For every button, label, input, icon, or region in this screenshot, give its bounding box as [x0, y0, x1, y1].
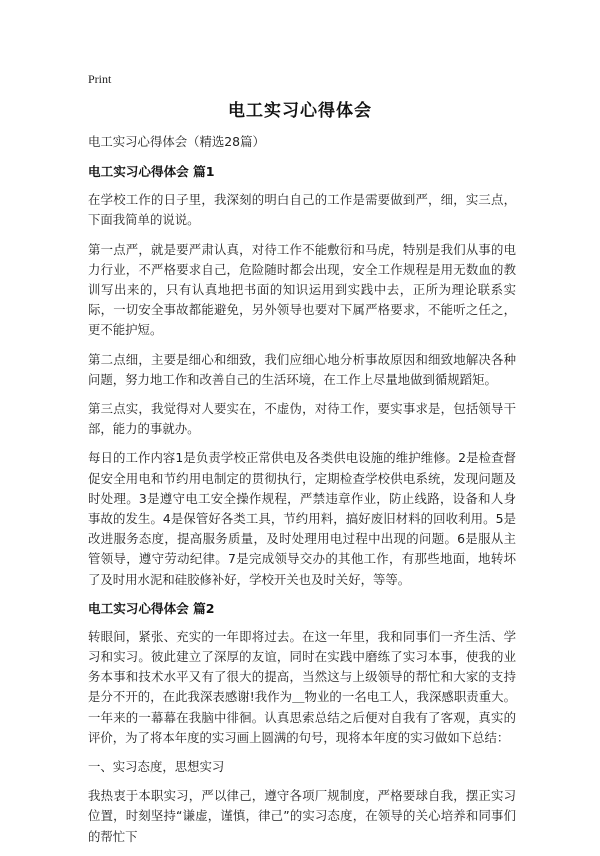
paragraph: 第一点严，就是要严肃认真，对待工作不能敷衍和马虎，特别是我们从事的电力行业，不严格要求自己，危险随时都会出现，安全工作规程是用无数血的教训写出来的，只有认真地把书面的知识运用到实践中去，正所为理论联系实际，一切安全事故都能避免，另外领导也要对下属严格要求，不能听之任之，更不能护短。	[88, 241, 516, 338]
section-heading-1: 电工实习心得体会 篇1	[88, 164, 215, 180]
paragraph: 每日的工作内容1是负责学校正常供电及各类供电设施的维护维修。2是检查督促安全用电和节约用电制定的贯彻执行，定期检查学校供电系统，发现问题及时处理。3是遵守电工安全操作规程，严禁违章作业，防止线路，设备和人身事故的发生。4是保管好各类工具，节约用料，搞好废旧材料的回收利用。5是改进服务态度，提高服务质量，及时处理用电过程中出现的问题。6是服从主管领导，遵守劳动纪律。7是完成领导交办的其他工作，有那些地面，地转坏了及时用水泥和硅胶修补好，学校开关也及时关好，等等。	[88, 450, 516, 587]
paragraph: 转眼间，紧张、充实的一年即将过去。在这一年里，我和同事们一齐生活、学习和实习。彼此建立了深厚的友谊，同时在实践中磨练了实习本事，使我的业务本事和技术水平又有了很大的提高，当然这与上级领导的帮忙和大家的支持是分不开的，在此我深表感谢!我作为＿物业的一名电工人，我深感职责重大。一年来的一幕幕在我脑中徘徊。认真思索总结之后便对自我有了客观，真实的评价，为了将本年度的实习画上圆满的句号，现将本年度的实习做如下总结：	[88, 628, 516, 745]
paragraph: 第二点细，主要是细心和细致，我们应细心地分析事故原因和细致地解决各种问题，努力地工作和改善自己的生活环境，在工作上尽量地做到循规蹈矩。	[88, 351, 516, 387]
document-content	[88, 132, 516, 856]
sub-heading: 一、实习态度，思想实习	[88, 759, 225, 775]
paragraph: 我热衷于本职实习，严以律己，遵守各项厂规制度，严格要球自我，摆正实习位置，时刻坚持“谦虚，谨慎，律己”的实习态度，在领导的关心培养和同事们的帮忙下	[88, 788, 516, 844]
print-label[interactable]: Print	[88, 72, 112, 86]
document-subtitle: 电工实习心得体会（精选28篇）	[88, 134, 265, 149]
paragraph: 第三点实，我觉得对人要实在，不虚伪，对待工作，要实事求是，包括领导干部，能力的事就办。	[88, 401, 516, 437]
paragraph: 在学校工作的日子里，我深刻的明白自己的工作是需要做到严，细，实三点，下面我简单的说说。	[88, 192, 516, 228]
section-heading-2: 电工实习心得体会 篇2	[88, 600, 215, 616]
document-title: 电工实习心得体会	[228, 101, 372, 121]
